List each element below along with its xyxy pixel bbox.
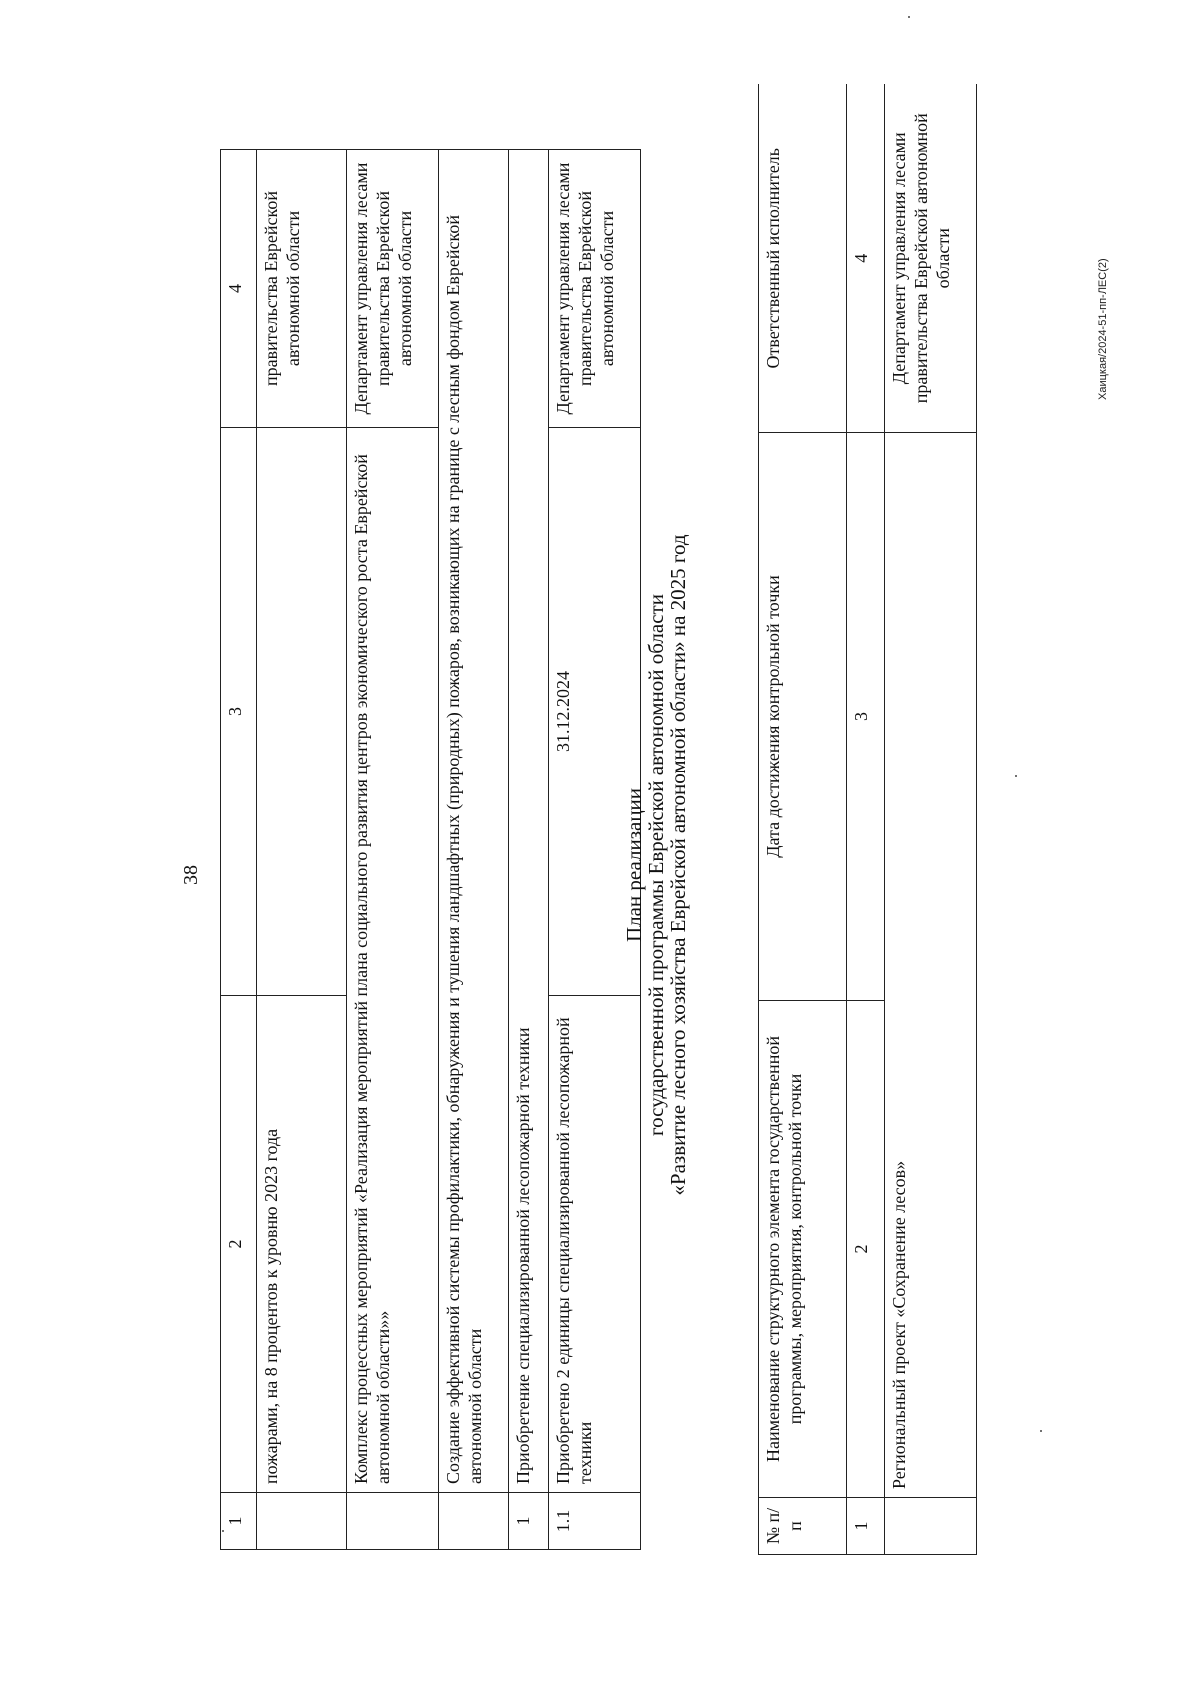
cell-number: 1.1 xyxy=(549,1493,641,1550)
column-number-4: 4 xyxy=(847,85,885,433)
table-row xyxy=(257,150,347,1550)
cell-executor: Департамент управления лесами правительства Еврейской автономной области xyxy=(885,85,977,433)
cell-name: пожарами, на 8 процентов к уровню 2023 года xyxy=(257,996,347,1493)
column-number-2: 2 xyxy=(221,996,257,1493)
cell-number xyxy=(439,1493,509,1550)
cell-number xyxy=(347,1493,439,1550)
document-page xyxy=(125,100,1109,1610)
plan-title-line-3: «Развитие лесного хозяйства Еврейской автономной области» на 2025 год xyxy=(666,534,691,1196)
cell-number xyxy=(885,1498,977,1555)
scan-speck xyxy=(908,16,910,18)
cell-executor: Департамент управления лесами правительства Еврейской автономной области xyxy=(549,150,641,428)
column-number-3: 3 xyxy=(221,428,257,996)
implementation-table-continued xyxy=(220,149,641,1550)
cell-number xyxy=(257,1493,347,1550)
scan-speck xyxy=(1015,775,1017,777)
column-number-2: 2 xyxy=(847,1001,885,1498)
table-row xyxy=(509,150,549,1550)
plan-title xyxy=(623,120,689,1610)
table-header-row xyxy=(221,150,257,1550)
column-number-1: 1 xyxy=(221,1493,257,1550)
column-number-1: 1 xyxy=(847,1498,885,1555)
cell-executor: Департамент управления лесами правительства Еврейской автономной области xyxy=(347,150,439,428)
plan-title-line-1: План реализации xyxy=(622,787,646,943)
cell-date: 31.12.2024 xyxy=(549,428,641,996)
header-number: № п/п xyxy=(759,1498,847,1555)
cell-section-title: Создание эффективной системы профилактики, обнаружения и тушения ландшафтных (природных) пожаров, возникающих на границе с лесным фондом Еврейской автономной области xyxy=(439,150,509,1493)
cell-section-title: Приобретение специализированной лесопожарной техники xyxy=(509,150,549,1493)
cell-number: 1 xyxy=(509,1493,549,1550)
table-row xyxy=(347,150,439,1550)
page-number: 38 xyxy=(180,865,202,885)
header-name: Наименование структурного элемента государственной программы, мероприятия, контрольной точки xyxy=(759,1001,847,1498)
column-number-3: 3 xyxy=(847,433,885,1001)
cell-date xyxy=(257,428,347,996)
document-code: Хаицкая/2024-51-пп-ЛЕС(2) xyxy=(1097,258,1109,400)
header-date: Дата достижения контрольной точки xyxy=(759,433,847,1001)
cell-name: Приобретено 2 единицы специализированной лесопожарной техники xyxy=(549,996,641,1493)
scan-speck xyxy=(1040,1430,1042,1432)
column-number-4: 4 xyxy=(221,150,257,428)
implementation-plan-table xyxy=(758,85,977,1556)
table-row xyxy=(439,150,509,1550)
cell-executor: правительства Еврейской автономной области xyxy=(257,150,347,428)
table-header-row xyxy=(759,85,847,1555)
plan-title-line-2: государственной программы Еврейской автономной области xyxy=(644,594,669,1136)
header-executor: Ответственный исполнитель xyxy=(759,85,847,433)
column-numbers-row xyxy=(847,85,885,1555)
scan-speck xyxy=(222,1530,224,1532)
cell-name: Комплекс процессных мероприятий «Реализация мероприятий плана социального развития центров экономического роста Еврейской автономной области»» xyxy=(347,428,439,1493)
table-row xyxy=(885,85,977,1555)
cell-name: Региональный проект «Сохранение лесов» xyxy=(885,433,977,1498)
